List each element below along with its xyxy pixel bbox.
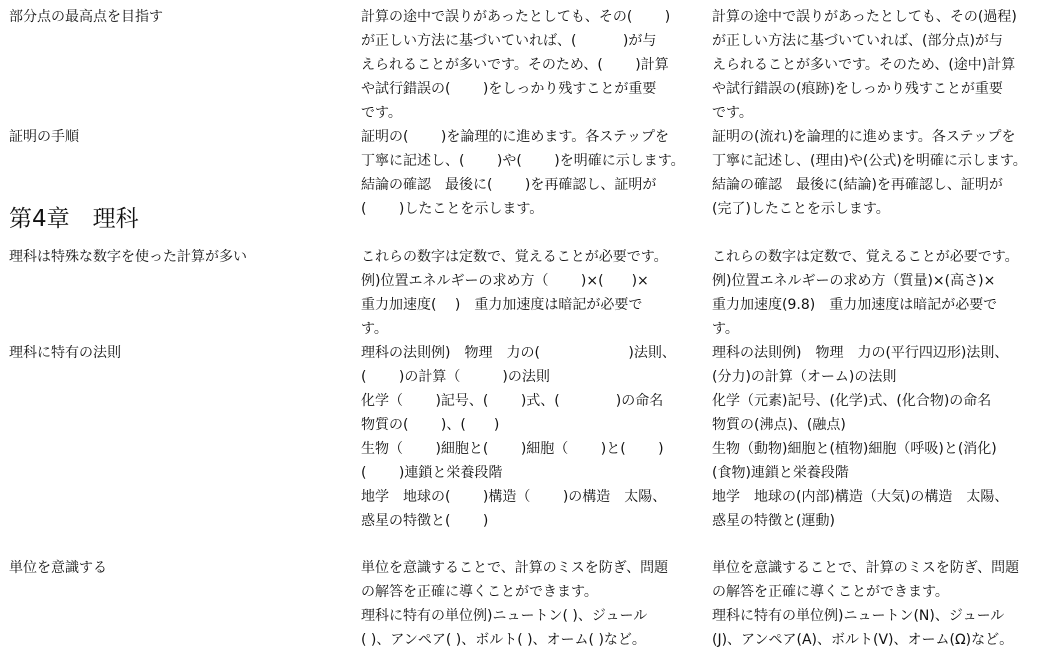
question-partial-score [361, 5, 696, 125]
question-line: が正しい方法に基づいていれば、( )が与 [361, 33, 657, 49]
question-line: ( )の計算（ )の法則 [361, 369, 550, 385]
answer-line: が正しい方法に基づいていれば、(部分点)が与 [712, 33, 1003, 49]
question-line: 理科に特有の単位例)ニュートン( )、ジュール [361, 608, 648, 624]
answer-line: 惑星の特徴と(運動) [712, 513, 835, 529]
answer-line: 重力加速度(9.8) 重力加速度は暗記が必要で [712, 297, 998, 313]
question-line: 計算の途中で誤りがあったとしても、その( ) [361, 9, 671, 25]
question-line: ( )連鎖と栄養段階 [361, 465, 503, 481]
row-label-text: 理科に特有の法則 [9, 345, 121, 361]
question-line: 単位を意識することで、計算のミスを防ぎ、問題 [361, 560, 669, 576]
answer-line: 物質の(沸点)、(融点) [712, 417, 846, 433]
row-label-special-numbers [9, 245, 339, 269]
question-special-numbers [361, 245, 696, 341]
answer-line: の解答を正確に導くことができます。 [712, 584, 949, 600]
answer-line: 単位を意識することで、計算のミスを防ぎ、問題 [712, 560, 1020, 576]
answer-line: 証明の(流れ)を論理的に進めます。各ステップを [712, 129, 1016, 145]
answer-line: す。 [712, 321, 739, 337]
answer-line: (完了)したことを示します。 [712, 201, 890, 217]
answer-line: 例)位置エネルギーの求め方（質量)×(高さ)× [712, 273, 996, 289]
question-units [361, 556, 696, 652]
answer-line: えられることが多いです。そのため、(途中)計算 [712, 57, 1016, 73]
question-line: 地学 地球の( )構造（ )の構造 太陽、 [361, 489, 667, 505]
answer-line: 生物（動物)細胞と(植物)細胞（呼吸)と(消化) [712, 441, 997, 457]
question-line: 重力加速度( ) 重力加速度は暗記が必要で [361, 297, 643, 313]
answer-partial-score [712, 5, 1050, 125]
answer-line: や試行錯誤の(痕跡)をしっかり残すことが重要 [712, 81, 1003, 97]
question-line: 結論の確認 最後に( )を再確認し、証明が [361, 177, 657, 193]
answer-line: 理科の法則例) 物理 力の(平行四辺形)法則、 [712, 345, 1009, 361]
answer-line: 丁寧に記述し、(理由)や(公式)を明確に示します。 [712, 153, 1027, 169]
row-label-text: 理科は特殊な数字を使った計算が多い [9, 249, 247, 265]
answer-line: 化学（元素)記号、(化学)式、(化合物)の命名 [712, 393, 992, 409]
answer-line: (食物)連鎖と栄養段階 [712, 465, 849, 481]
answer-line: (分力)の計算（オーム)の法則 [712, 369, 897, 385]
question-line: えられることが多いです。そのため、( )計算 [361, 57, 669, 73]
answer-special-numbers [712, 245, 1050, 341]
question-line: です。 [361, 105, 402, 121]
answer-units [712, 556, 1050, 652]
question-line: 理科の法則例) 物理 力の( )法則、 [361, 345, 676, 361]
answer-line: これらの数字は定数で、覚えることが必要です。 [712, 249, 1019, 265]
row-label-science-laws [9, 341, 339, 365]
row-label-text: 単位を意識する [9, 560, 107, 576]
row-label-proof-steps [9, 125, 339, 149]
question-line: 例)位置エネルギーの求め方（ )×( )× [361, 273, 649, 289]
question-line: 物質の( )、( ) [361, 417, 500, 433]
answer-line: (J)、アンペア(A)、ボルト(V)、オーム(Ω)など。 [712, 632, 1014, 648]
answer-proof-steps [712, 125, 1050, 221]
row-label-units [9, 556, 339, 580]
question-line: ( )、アンペア( )、ボルト( )、オーム( )など。 [361, 632, 646, 648]
question-line: ( )したことを示します。 [361, 201, 544, 217]
question-line: 化学（ )記号、( )式、( )の命名 [361, 393, 664, 409]
row-label-partial-score [9, 5, 339, 29]
row-label-text: 証明の手順 [9, 129, 79, 145]
question-line: 生物（ )細胞と( )細胞（ )と( ) [361, 441, 664, 457]
question-line: 丁寧に記述し、( )や( )を明確に示します。 [361, 153, 685, 169]
question-line: 惑星の特徴と( ) [361, 513, 489, 529]
answer-line: 計算の途中で誤りがあったとしても、その(過程) [712, 9, 1017, 25]
question-line: や試行錯誤の( )をしっかり残すことが重要 [361, 81, 657, 97]
question-line: す。 [361, 321, 388, 337]
question-science-laws [361, 341, 696, 533]
question-line: 証明の( )を論理的に進めます。各ステップを [361, 129, 669, 145]
answer-science-laws [712, 341, 1050, 533]
row-label-text: 部分点の最高点を目指す [9, 9, 163, 25]
answer-line: です。 [712, 105, 753, 121]
question-line: これらの数字は定数で、覚えることが必要です。 [361, 249, 668, 265]
answer-line: 地学 地球の(内部)構造（大気)の構造 太陽、 [712, 489, 1009, 505]
answer-line: 理科に特有の単位例)ニュートン(N)、ジュール [712, 608, 1005, 624]
chapter-heading: 第4章 理科 [9, 206, 139, 232]
question-line: の解答を正確に導くことができます。 [361, 584, 598, 600]
answer-line: 結論の確認 最後に(結論)を再確認し、証明が [712, 177, 1003, 193]
question-proof-steps [361, 125, 696, 221]
